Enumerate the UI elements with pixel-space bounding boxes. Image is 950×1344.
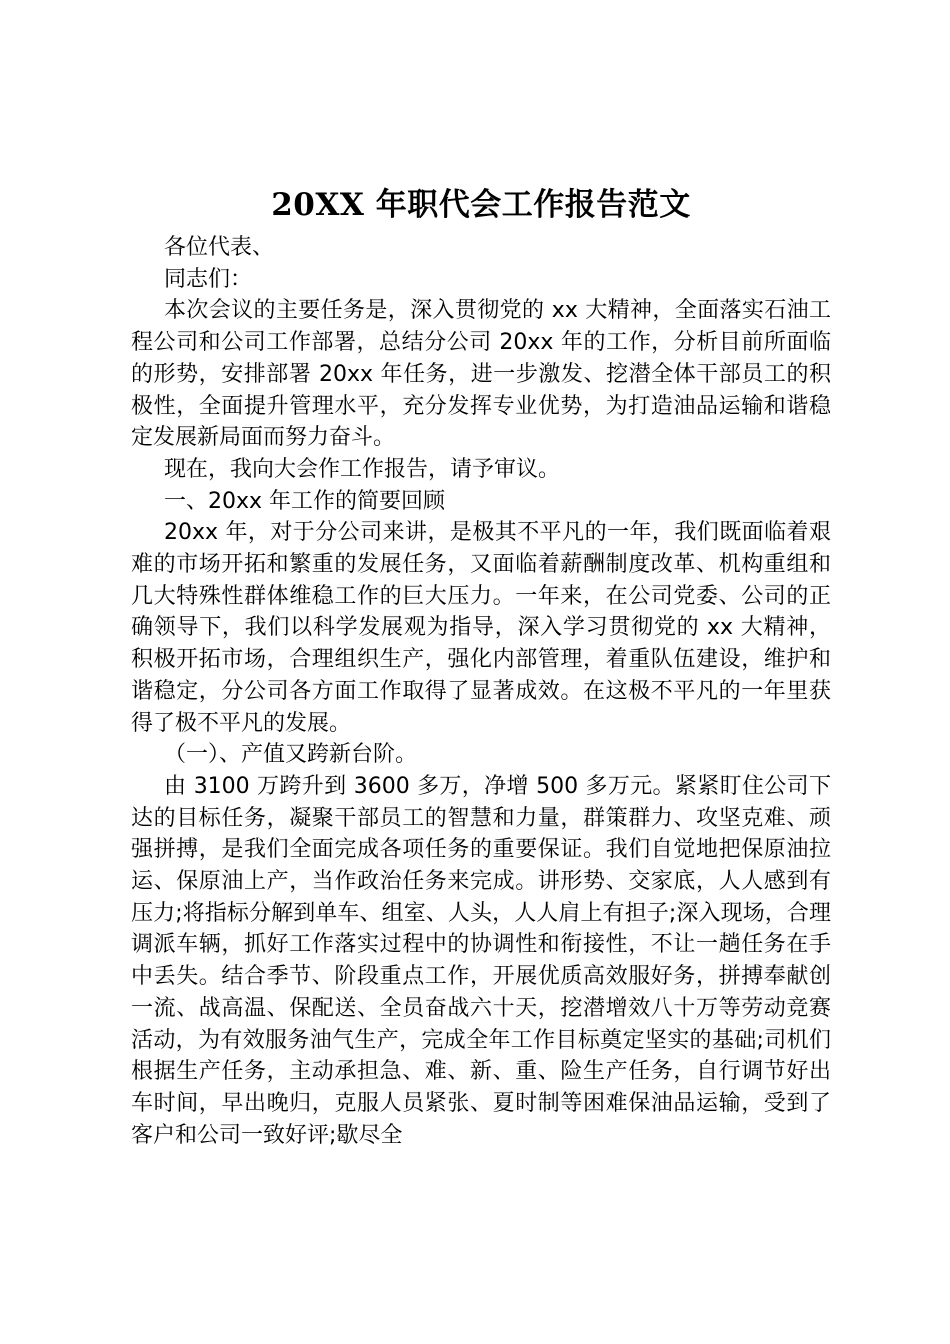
output-paragraph: 由 3100 万跨升到 3600 多万，净增 500 多万元。紧紧盯住公司下达的目标任务，凝聚干部员工的智慧和力量，群策群力、攻坚克难、顽强拼搏，是我们全面完成各项任务的重要保证。我们自觉地把保原油拉运、保原油上产，当作政治任务来完成。讲形势、交家底，人人感到有压力;将指标分解到单车、组室、人头，人人肩上有担子;深入现场，合理调派车辆，抓好工作落实过程中的协调性和衔接性，不让一趟任务在手中丢失。结合季节、阶段重点工作，开展优质高效服好务，拼搏奉献创一流、战高温、保配送、全员奋战六十天，挖潜增效八十万等劳动竞赛活动，为有效服务油气生产，完成全年工作目标奠定坚实的基础;司机们根据生产任务，主动承担急、难、新、重、险生产任务，自行调节好出车时间，早出晚归，克服人员紧张、夏时制等困难保油品运输，受到了客户和公司一致好评;歇尽全 [131, 773, 831, 1148]
subsection-heading-output: （一）、产值又跨新台阶。 [164, 742, 418, 768]
section-heading-review: 一、20xx 年工作的简要回顾 [164, 488, 446, 514]
meeting-task-paragraph: 本次会议的主要任务是，深入贯彻党的 xx 大精神，全面落实石油工程公司和公司工作部署，总结分公司 20xx 年的工作，分析目前所面临的形势，安排部署 20xx 年任务，进一步激发、挖潜全体干部员工的积极性，全面提升管理水平，充分发挥专业优势，为打造油品运输和谐稳定发展新局面而努力奋斗。 [131, 298, 831, 451]
document-title: 20XX 年职代会工作报告范文 [271, 187, 691, 223]
salutation-delegates: 各位代表、 [164, 235, 275, 260]
review-paragraph: 20xx 年，对于分公司来讲，是极其不平凡的一年，我们既面临着艰难的市场开拓和繁重的发展任务，又面临着薪酬制度改革、机构重组和几大特殊性群体维稳工作的巨大压力。一年来，在公司党委、公司的正确领导下，我们以科学发展观为指导，深入学习贯彻党的 xx 大精神，积极开拓市场，合理组织生产，强化内部管理，着重队伍建设，维护和谐稳定，分公司各方面工作取得了显著成效。在这极不平凡的一年里获得了极不平凡的发展。 [131, 520, 831, 736]
report-intro-paragraph: 现在，我向大会作工作报告，请予审议。 [164, 456, 561, 482]
salutation-comrades: 同志们： [164, 266, 253, 292]
document-body [131, 182, 831, 1151]
